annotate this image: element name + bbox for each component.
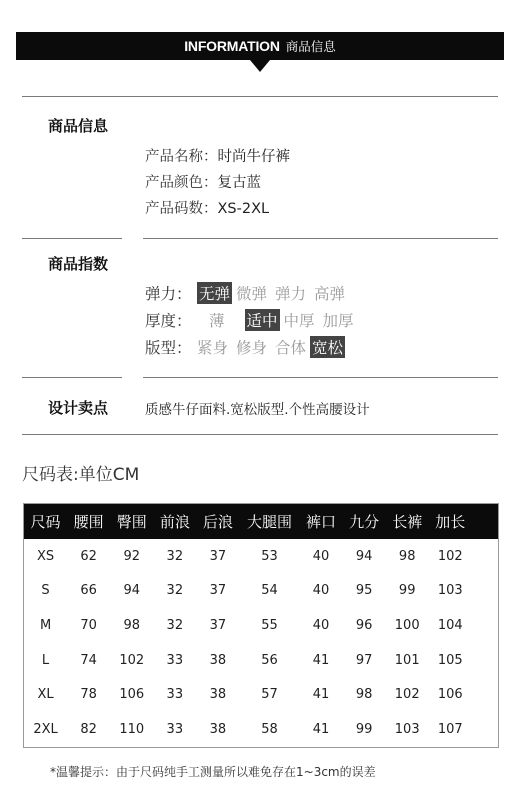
measurement-note: *温馨提示：由于尺码纯手工测量所以难免存在1~3cm的误差 — [50, 765, 376, 779]
table-cell: 38 — [209, 721, 227, 737]
table-cell: 53 — [261, 548, 278, 564]
elasticity-scale — [145, 282, 349, 304]
table-row — [24, 712, 498, 747]
fit-option: 合体 — [275, 339, 307, 357]
thickness-label: 厚度： — [145, 312, 192, 330]
table-cell: 37 — [209, 548, 227, 564]
table-cell: 110 — [119, 721, 145, 737]
size-table — [23, 503, 499, 748]
table-cell: 99 — [398, 583, 416, 599]
table-cell: 33 — [166, 721, 184, 737]
product-color-key: 产品颜色： — [145, 175, 218, 191]
table-cell: 40 — [312, 583, 330, 599]
design-text: 质感牛仔面料.宽松版型.个性高腰设计 — [145, 402, 370, 418]
banner-title-en: INFORMATION — [184, 38, 280, 54]
table-cell: 92 — [123, 548, 140, 564]
table-header-row — [24, 504, 498, 539]
table-cell: M — [39, 617, 52, 633]
table-cell: 32 — [166, 583, 184, 599]
table-cell: 41 — [312, 652, 330, 668]
fit-option: 宽松 — [310, 336, 345, 358]
thickness-option: 适中 — [245, 309, 280, 331]
table-cell: 41 — [312, 687, 330, 703]
fit-option: 紧身 — [197, 339, 229, 357]
table-cell: 54 — [261, 583, 278, 599]
elasticity-option: 微弹 — [236, 285, 268, 303]
table-cell: 99 — [355, 721, 373, 737]
product-name-value: 时尚牛仔裤 — [217, 149, 290, 165]
table-cell: 32 — [166, 548, 184, 564]
table-cell: 56 — [261, 652, 278, 668]
table-cell: 33 — [166, 687, 184, 703]
column-header: 长裤 — [392, 513, 423, 531]
table-cell: 94 — [123, 583, 140, 599]
elasticity-option: 无弹 — [197, 282, 232, 304]
banner-title-zh: 商品信息 — [285, 39, 336, 54]
table-cell: 33 — [166, 652, 184, 668]
product-size-line — [145, 197, 269, 218]
table-cell: 82 — [80, 721, 97, 737]
table-cell: 32 — [166, 617, 184, 633]
column-header: 尺码 — [30, 513, 61, 531]
thickness-option: 薄 — [209, 312, 225, 330]
thickness-scale — [145, 309, 358, 331]
product-info-title: 商品信息 — [48, 117, 109, 135]
table-cell: S — [41, 583, 50, 599]
table-cell: 2XL — [33, 721, 58, 737]
product-size-value: XS-2XL — [217, 201, 270, 217]
product-name-key: 产品名称： — [145, 149, 218, 165]
table-cell: 70 — [80, 617, 97, 633]
column-header: 臀围 — [116, 513, 147, 531]
product-name-line — [145, 145, 290, 166]
divider — [22, 238, 122, 239]
column-header: 腰围 — [73, 513, 104, 531]
table-cell: 106 — [119, 687, 145, 703]
divider — [143, 238, 498, 239]
divider — [22, 96, 498, 97]
table-cell: 98 — [123, 617, 140, 633]
table-cell: 95 — [355, 583, 373, 599]
table-cell: 40 — [312, 548, 330, 564]
table-cell: 40 — [312, 617, 330, 633]
table-cell: 74 — [80, 652, 97, 668]
table-cell: 78 — [80, 687, 97, 703]
table-cell: 38 — [209, 687, 227, 703]
elasticity-label: 弹力： — [145, 285, 192, 303]
table-row — [24, 539, 498, 574]
table-cell: 62 — [80, 548, 97, 564]
column-header: 大腿围 — [246, 513, 292, 531]
elasticity-option: 高弹 — [314, 285, 346, 303]
table-row — [24, 574, 498, 609]
table-cell: 98 — [355, 687, 373, 703]
table-body — [24, 539, 498, 747]
table-cell: 103 — [437, 583, 463, 599]
info-banner — [16, 32, 504, 60]
table-cell: 107 — [437, 721, 463, 737]
table-cell: 41 — [312, 721, 330, 737]
table-cell: 57 — [261, 687, 278, 703]
table-cell: 104 — [437, 617, 463, 633]
divider — [22, 377, 122, 378]
table-cell: 100 — [394, 617, 420, 633]
indices-title: 商品指数 — [48, 255, 109, 273]
table-cell: 58 — [261, 721, 278, 737]
table-cell: 55 — [261, 617, 278, 633]
column-header: 九分 — [349, 513, 380, 531]
product-color-value: 复古蓝 — [217, 175, 261, 191]
table-cell: 37 — [209, 583, 227, 599]
fit-scale — [145, 336, 349, 358]
product-size-key: 产品码数： — [145, 201, 218, 217]
table-cell: 66 — [80, 583, 97, 599]
table-row — [24, 677, 498, 712]
elasticity-option: 弹力 — [275, 285, 307, 303]
table-cell: 106 — [437, 687, 463, 703]
table-cell: 96 — [355, 617, 373, 633]
table-cell: 97 — [355, 652, 373, 668]
table-cell: 98 — [398, 548, 416, 564]
column-header: 前浪 — [159, 513, 190, 531]
column-header: 裤口 — [306, 513, 337, 531]
table-cell: 102 — [437, 548, 463, 564]
table-row — [24, 608, 498, 643]
table-cell: 38 — [209, 652, 227, 668]
thickness-option: 加厚 — [322, 312, 354, 330]
column-header: 后浪 — [202, 513, 233, 531]
fit-label: 版型： — [145, 339, 192, 357]
table-cell: XS — [36, 548, 55, 564]
table-cell: 37 — [209, 617, 227, 633]
size-table-title: 尺码表:单位CM — [22, 465, 140, 485]
table-cell: 101 — [394, 652, 420, 668]
fit-option: 修身 — [236, 339, 268, 357]
table-cell: 102 — [394, 687, 420, 703]
banner-pointer-icon — [250, 60, 270, 72]
table-cell: 102 — [119, 652, 145, 668]
divider — [143, 377, 498, 378]
table-row — [24, 643, 498, 678]
table-cell: XL — [37, 687, 54, 703]
column-header: 加长 — [435, 513, 466, 531]
divider — [22, 434, 498, 435]
table-cell: 94 — [355, 548, 373, 564]
table-cell: 103 — [394, 721, 420, 737]
thickness-option: 中厚 — [283, 312, 315, 330]
product-color-line — [145, 171, 261, 192]
design-title: 设计卖点 — [48, 399, 109, 417]
table-cell: L — [41, 652, 50, 668]
table-cell: 105 — [437, 652, 463, 668]
